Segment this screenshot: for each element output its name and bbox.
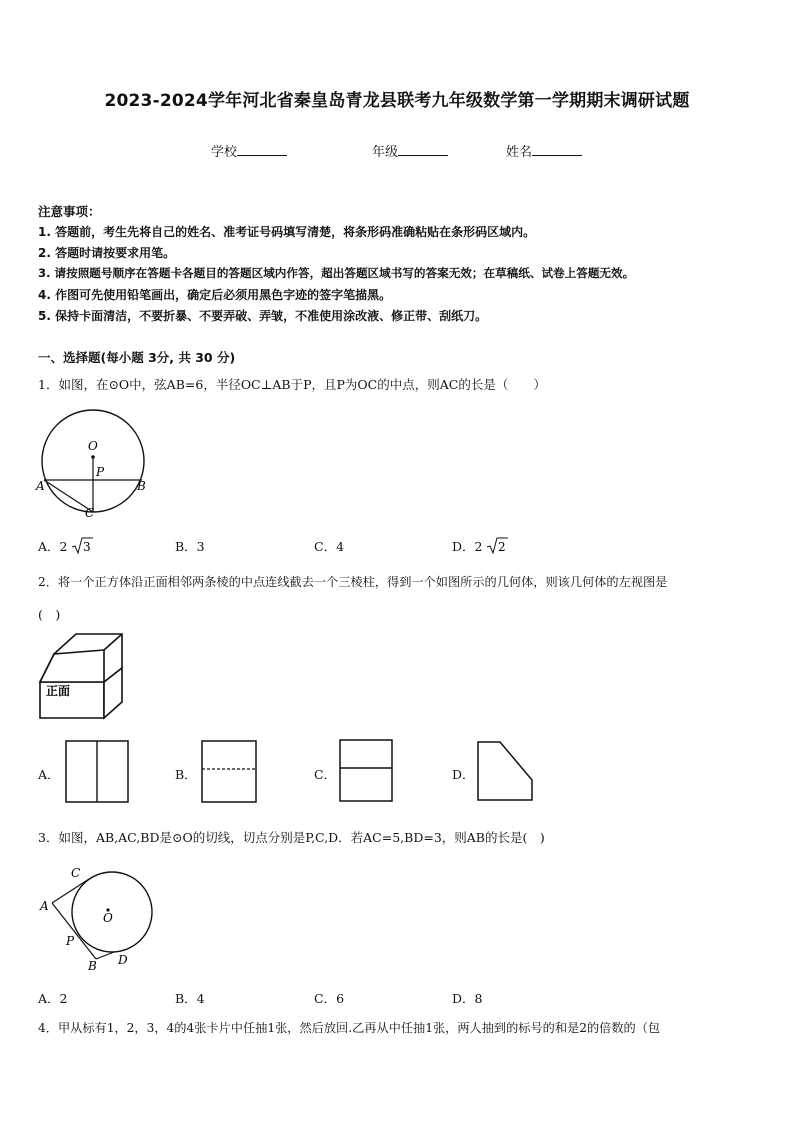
note-item: 4. 作图可先使用铅笔画出，确定后必须用黑色字迹的签字笔描黑。 — [38, 288, 392, 302]
label-a: A — [36, 479, 45, 493]
tangent-bd — [96, 952, 114, 959]
q3-option-c[interactable]: C．6 — [314, 991, 345, 1006]
q2-option-b-figure[interactable] — [200, 740, 258, 804]
notes-heading: 注意事项： — [38, 204, 101, 219]
option-a-text: A．2 — [38, 539, 68, 554]
name-blank — [532, 143, 582, 156]
q2-option-a-label[interactable]: A． — [38, 767, 60, 782]
note-item: 3. 请按照题号顺序在答题卡各题目的答题区域内作答，超出答题区域书写的答案无效；在草稿纸、试卷上答题无效。 — [38, 266, 635, 280]
question-2-text: 2．将一个正方体沿正面相邻两条棱的中点连线截去一个三棱柱，得到一个如图所示的几何体，则该几何体的左视图是 — [38, 575, 668, 589]
q1-option-b[interactable]: B．3 — [175, 539, 205, 554]
note-item: 5. 保持卡面清洁，不要折暴、不要弄破、弄皱，不准使用涂改液、修正带、刮纸刀。 — [38, 309, 488, 323]
question-2-solid — [36, 632, 126, 722]
sqrt-value: 3 — [83, 540, 92, 554]
question-1-text: 1．如图，在⊙O中，弦AB=6，半径OC⊥AB于P，且P为OC的中点，则AC的长是（ ） — [38, 377, 546, 392]
grade-label: 年级 — [372, 145, 399, 160]
school-blank — [237, 143, 287, 156]
q3-option-d[interactable]: D．8 — [452, 991, 483, 1006]
question-3-text: 3．如图，AB,AC,BD是⊙O的切线，切点分别是P,C,D．若AC=5,BD=3，则AB的长是( ) — [38, 830, 545, 845]
question-3-figure — [36, 862, 162, 976]
label-p: P — [96, 465, 105, 479]
q2-option-d-label[interactable]: D． — [452, 767, 475, 782]
sqrt-icon — [486, 537, 508, 555]
note-item: 1. 答题前，考生先将自己的姓名、准考证号码填写清楚，将条形码准确粘贴在条形码区域内。 — [38, 225, 536, 239]
label-b: B — [137, 479, 146, 493]
q1-option-d[interactable] — [452, 537, 508, 555]
label-p: P — [66, 934, 75, 948]
name-label: 姓名 — [506, 145, 533, 160]
q3-option-a[interactable]: A．2 — [38, 991, 68, 1006]
section-heading: 一、选择题(每小题 3分, 共 30 分) — [38, 350, 236, 365]
label-c: C — [85, 506, 95, 520]
school-field — [211, 141, 287, 160]
q1-option-a[interactable] — [38, 537, 93, 555]
q2-option-c-figure[interactable] — [338, 739, 394, 803]
center-dot — [91, 455, 95, 459]
label-a: A — [40, 899, 49, 913]
q2-option-c-label[interactable]: C． — [314, 767, 337, 782]
label-o: O — [103, 911, 113, 925]
note-item: 2. 答题时请按要求用笔。 — [38, 246, 176, 260]
option-d-text: D．2 — [452, 539, 483, 554]
label-c: C — [71, 866, 81, 880]
tangent-ab — [52, 903, 96, 959]
front-label: 正面 — [46, 684, 71, 698]
name-field — [506, 141, 582, 160]
label-b: B — [88, 959, 97, 973]
question-2-cont: ( ) — [38, 607, 61, 622]
page-title: 2023-2024学年河北省秦皇岛青龙县联考九年级数学第一学期期末调研试题 — [104, 91, 690, 111]
q1-option-c[interactable]: C．4 — [314, 539, 345, 554]
q2-option-b-label[interactable]: B． — [175, 767, 197, 782]
tangent-ac — [52, 879, 89, 903]
question-4-text: 4．甲从标有1，2，3，4的4张卡片中任抽1张，然后放回.乙再从中任抽1张，两人抽到的标号的和是2的倍数的（包 — [38, 1021, 661, 1035]
q2-option-a-figure[interactable] — [64, 740, 130, 804]
grade-field — [372, 141, 448, 160]
grade-blank — [398, 143, 448, 156]
sqrt-icon — [71, 537, 93, 555]
q3-option-b[interactable]: B．4 — [175, 991, 205, 1006]
sqrt-value: 2 — [498, 540, 507, 554]
q2-option-d-figure[interactable] — [476, 740, 536, 802]
label-d: D — [118, 953, 128, 967]
school-label: 学校 — [211, 145, 238, 160]
label-o: O — [88, 439, 98, 453]
question-1-figure — [30, 400, 160, 522]
